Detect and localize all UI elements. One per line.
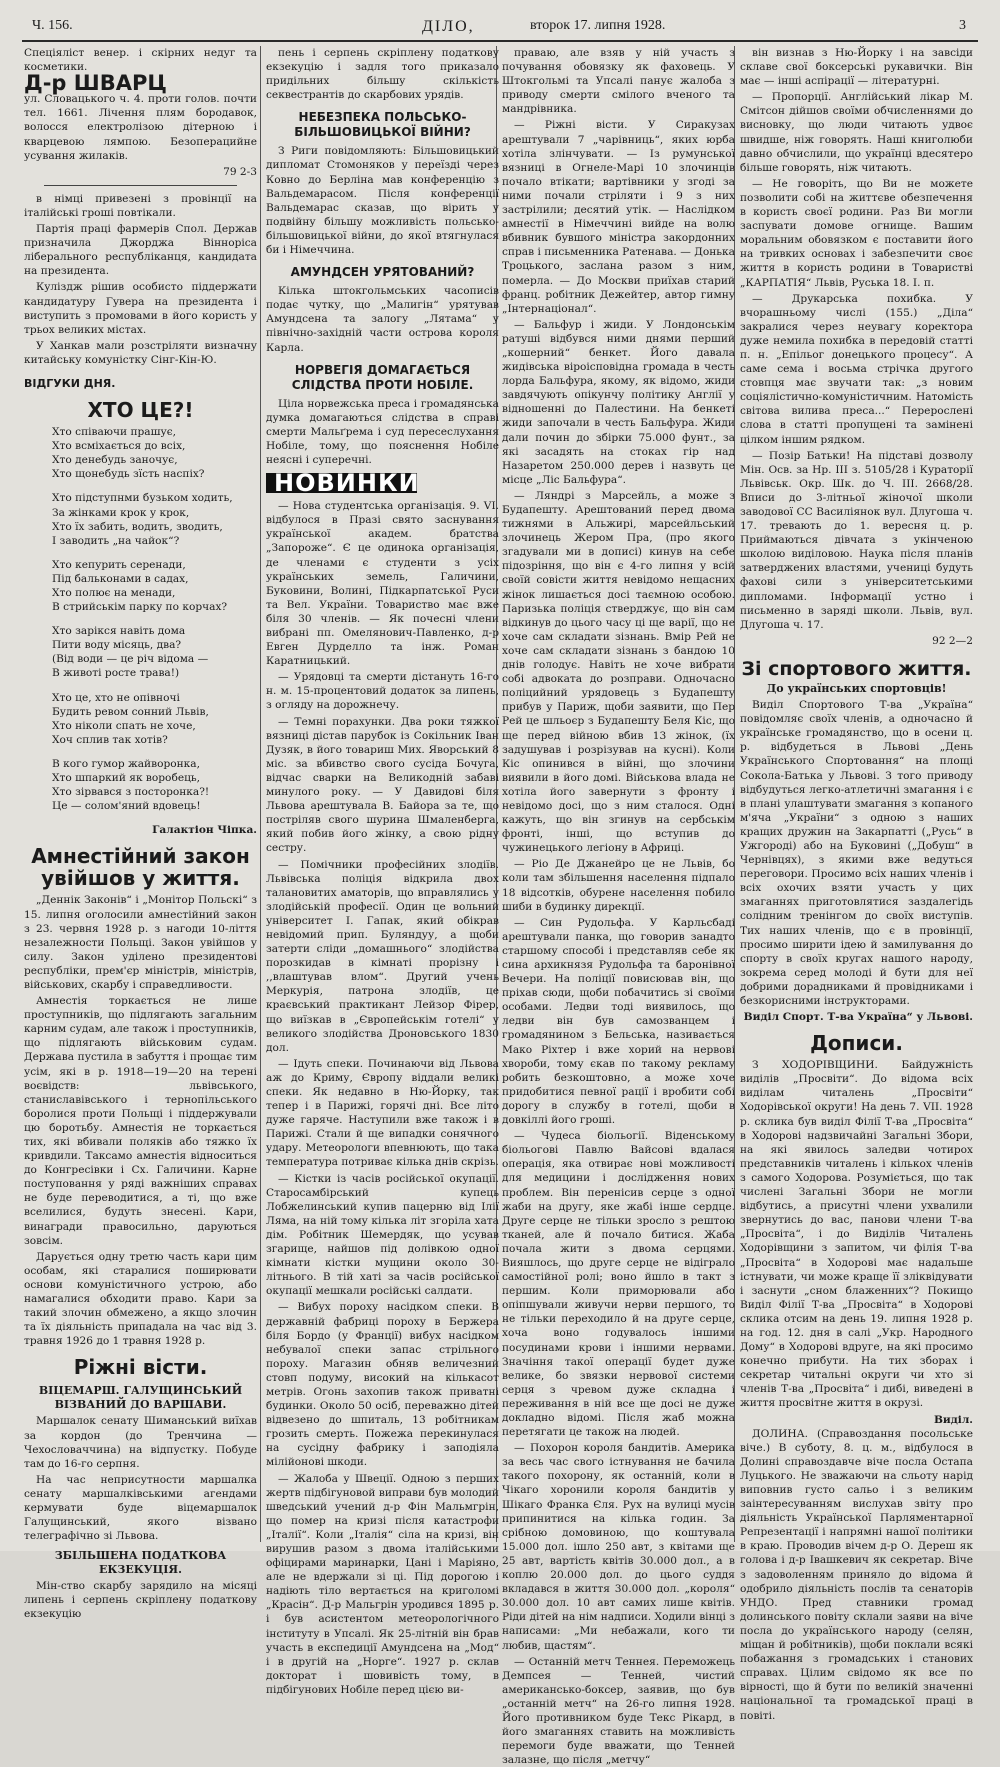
poem-line: Хто їх забить, водить, зводить, bbox=[52, 520, 223, 533]
stanza bbox=[52, 491, 257, 547]
newspaper-title: ДІЛО, bbox=[422, 18, 475, 35]
issue-date: второк 17. липня 1928. bbox=[530, 18, 666, 33]
news-paragraph: Куліздж рішив особисто піддержати кандидатуру Гувера на президента і виступить з промовами в його користь у трьох великих містах. bbox=[24, 281, 257, 336]
poem-line: Хто зірвався з посторонка?! bbox=[52, 786, 210, 799]
news-item: — Ріо Де Джанейро це не Львів, бо коли там збільшення населення підпало 18 відсотків, обурене населення побило шиби в будинку дирекції. bbox=[502, 858, 735, 913]
poem-line: Хто кепурить серенади, bbox=[52, 558, 186, 571]
section-news-banner: НОВИНКИ bbox=[266, 473, 417, 493]
poem-line: Хто шпаркий як воробець, bbox=[52, 772, 201, 785]
headline-amnesty: Амнестійний закон увійшов у життя. bbox=[31, 844, 250, 891]
news-item: — Ріжні вісти. У Сиракузах арештували 7 „чарівниць“, яких юрба хотіла злінчувати. — Із румунської вязниці в Огнеле-Марі 10 злочинців почало втікати; вартівники у згоді за ними почали стріляти і 9 з них застрілили; десятий утік. — Наслідком амнестії в Німеччині вийде на волю вбивник бувшого міністра закордонних справ і письменника Ратенава. — Донька Троцького, заслана разом з ним, померла. — До Москви приїхав старий франц. робітник Дежейтер, автор гимну „Інтернаціонал“. bbox=[502, 119, 735, 315]
poem-line: В животі росте трава!) bbox=[52, 667, 180, 680]
news-paragraph: Партія праці фармерів Спол. Держав призначила Джорджа Вінноріса ліберального республіканця, кандидата на президента. bbox=[24, 223, 257, 278]
poem-line: В кого гумор жайворонка, bbox=[52, 757, 200, 770]
poem-line: Хто ніколи спать не хоче, bbox=[52, 719, 196, 732]
stanza bbox=[52, 558, 257, 614]
poem-line: Під бальконами в садах, bbox=[52, 572, 189, 585]
news-item: — Бальфур і жиди. У Лондонськім ратуші відбувся ними днями перший „кошерний“ бенкет. Його давала жидівська віроісповідна громада в честь лорда Бальфура, якому, як відомо, жиди завдячують опікунчу політику Англії у відношенні до Палестини. На бенкеті жиди започали в честь Бальфура. Жиди дали почин до збірки 75.000 фунт., за які засадять на стоках гір над Назаретом 250.000 дерев і назвуть це місце „Ліс Бальфура“. bbox=[502, 318, 735, 486]
column-2 bbox=[266, 46, 499, 1696]
poem-line: І заводить „на чайок“? bbox=[52, 534, 180, 547]
news-paragraph: праваю, але взяв у ній участь з почування обовязку як фаховець. У Штокгольмі та Упсалі панує жалоба з приводу смерти смілого вченого та мандрівника. bbox=[502, 47, 735, 116]
news-paragraph: „Деннік Законів“ і „Монітор Польскі“ з 15. липня оголосили амнестійний закон з 23. червня 1928 р. з нагоди 10-ліття незалежности Польщі. Закон увійшов у силу. Закон уділено президентові республіки, прем'єр міністрів, міністрів, військових, скарбу і справедливости. bbox=[24, 894, 257, 991]
poem-line: Будить ревом сонний Львів, bbox=[52, 705, 209, 718]
headline-amundsen: АМУНДСЕН УРЯТОВАНИЙ? bbox=[290, 265, 475, 280]
poem-line: Хто це, хто не опівночі bbox=[52, 691, 180, 704]
news-item: — Нова студентська організація. 9. VI. відбулося в Празі свято заснування української академ. братства „Запороже“. Є це одинока організація, де членами є студенти з усіх українських земель, Галичини, Буковини, Волині, Підкарпатської Руси та Вел. України. Товариство має вже біля 30 членів. — Як почесні члени вибрані пп. Омелянович-Павленко, д-р Евген Дурделло та інж. Роман Каратницький. bbox=[266, 500, 499, 668]
subheadline-sport: До українських спортовців! bbox=[766, 682, 947, 696]
news-item: — Кістки із часів російської окупації. Старосамбірський купець Лобжелинський купив пацерню від Ілії Ляма, на ній тому кілька літ згоріла хата дім. Робітник Шемердяк, що усував згарище, найшов під долівкою одної кімнати кістки мущини около 30-літнього. В тій хаті за часів російської окупації мешкали російські салдати. bbox=[266, 1172, 499, 1298]
news-paragraph: пень і серпень скріплену податкову екзекуцію і задля того приказало придільних більшу скількість секвестрантів до скарбових урядів. bbox=[266, 47, 499, 102]
poem-line: Це — солом'яний вдовець! bbox=[52, 800, 201, 813]
news-paragraph: він визнав з Ню-Йорку і на завсіди склаве свої боксерські рукавички. Він має — інші аспірації — літературні. bbox=[740, 47, 973, 88]
news-item: — Урядовці та смерти дістануть 16-го н. м. 15-процентовий додаток за липень, з огляду на дорожнечу. bbox=[266, 671, 499, 712]
divider bbox=[44, 185, 237, 186]
poem-line: Хто денебудь заночує, bbox=[52, 454, 178, 467]
news-item: — Чудеса біольогії. Віденському біольогові Павлю Вайсові вдалася операція, яка отвирає нові можливості для медицини і дослідження нових проблем. Він перенісив серце з одної жаби на другу, яке жабі інше сердце. Друге серце не тільки зросло з рештою тканей, але й почало битися. Жаба почала жити з двома серцями. Вияшлось, що друге серце не відіграло самостійної ролі; воно йшло в такт з першим. Коли приморювали або опіпшували живучи нерви першого, то не тільки переходило й на друге серце, хоча воно годувалось іншими посудинами крови і іншими нервами. Значіння такої операції будет дуже велике, бо звязки нервової системи серця з чревом дуже складна і переживання в ній все ще досі не дуже докладно відомі. Після жаб можна перетягати це також на людей. bbox=[502, 1130, 735, 1439]
advert-code: 92 2—2 bbox=[932, 634, 973, 647]
column-4 bbox=[740, 46, 973, 1722]
news-item: — Друкарська похибка. У вчорашньому числі (155.) „Діла“ закралися через неувагу коректора дуже немила похибка в передовій статті п. н. „Епільог донецького процесу“. А саме сема і восьма стрічка другого стовпця має звучати так: „з новим соціялістично-комуністичним. Натомість світова вилива преса...“ Перерослені слова в статті пропущені та замінені цілком іншим рядком. bbox=[740, 292, 973, 446]
signature: Виділ Спорт. Т-ва Україна“ у Львові. bbox=[743, 1011, 973, 1024]
news-paragraph: Ціла норвежська преса і громадянська думка домагаються слідства в справі смерти Мальґрема і суд пересеслухання Нобіле, тому, що пояснення Нобіле неясні і суперечні. bbox=[266, 397, 499, 466]
news-item: — Ляндрі з Марсейль, а може з Будапешту. Арештований перед двома тижнями в Альжирі, марсейльський злочинець Жером Пра, (про якого згадували ми в дописі) кинув на себе підозріння, що він є 4-го липня у всій своїй совісти життя невідомо нещасних жінок лишається досі таємною особою. Паризька поліція стверджує, що він сам відкинув до цього часу ці ще варії, що не хоче сам складати зізнань. Вмір Рей не хоче сам складати зізнань з бандою 10 днів голодує. Навіть не хоче вибрати собі адвоката до розправи. Одночасно поліцийний урядовець з Будапешту прибув у Париж, щоби заявити, що Пер Рей це шльоєр з Будапешту Беля Кіс, що ще перед війною вбив 13 жінок, (їх задушував і розрізував на кусні). Коли Кіс опинився в війні, що злочини виявили в його домі. Військова влада не хотіла його завернути з фронту і невідомо досі, що з ним сталося. Одні кажуть, що він згинув на сербськім фронті, інші, що вступив до чужинецького легіону в Африці. bbox=[502, 489, 735, 855]
news-item: — Жалоба у Швеції. Одною з перших жертв підбігуновой виправи був молодий шведський учений д-р Фін Мальмгрін, що помер на кризі після катастрофи „Італії“. Коли „Італія“ сіла на кризі, він вирушив разом з двома італійськими офіцирами маринарки, Цані і Маріяно, але не вдержали зі ці. Під дорогою і надіють тіло вертається на криголомі „Красін“. Д-р Мальгрін уродився 1895 р. і був асистентом метеорологічного інституту в Упсалі. Як 25-літній він брав участь в експедиції Амундсена на „Мод“ і в другій на „Норге“. 1927 р. склав докторат і шовивість тому, в підбігунових Нобіле перед цією ви- bbox=[266, 1472, 499, 1696]
news-item: — Темні порахунки. Два роки тяжкої вязниці дістав парубок із Сокільник Іван Дузяк, в його товариш Мих. Яворський 8 міс. за вбивство свого сусіда Бочуга, відчас сварки на Великодній забаві минулого року. — У Давидові біля Львова арештувала В. Байора за те, що постріляв свого шурина Шмаленберга, який побив його жінку, а свою рідну сестру. bbox=[266, 715, 499, 855]
news-paragraph: Кілька штокгольмських часописів подає чутку, що „Малигін“ урятував Амундсена та залогу „Лятама“ у північно-західній части острова короля Карла. bbox=[266, 285, 499, 354]
poem-line: Хто всміхається до всіх, bbox=[52, 440, 186, 453]
advert-body: ул. Словацького ч. 4. проти голов. почти тел. 1661. Лічення плям бородавок, волосся електролізою дітерною і кварцевою лямпою. Безоперацийне усування жилаків. bbox=[24, 93, 257, 162]
poem-line: Хто щонебудь зїсть наспіх? bbox=[52, 468, 205, 481]
signature: Виділ. bbox=[933, 1413, 973, 1426]
advert-name: Д-р ШВАРЦ bbox=[24, 71, 167, 96]
news-paragraph: в німці привезені з провінції на італійські гроші повтікали. bbox=[24, 192, 257, 219]
poem-line: Хто підступнми бузьком ходить, bbox=[52, 492, 233, 505]
news-item: — Син Рудольфа. У Карльсбаді арештували панка, що говорив занадто старшому способі і представляв себе як сина архикнязя Рудольфа та баронівної Вечери. На поліції повисював він, що пріхав сюди, щоби побачитись зі своїми особами. Ледви тоді виявилось, що ледви він був самозванцем і громадянином з Бельська, називається Мако Ріхтер і вже хорий на нервові хвороби, тому єкав по такому рекламу робить безкоштовно, а може хоче придобитися певної рації і вробити собі дорогу в службу в готелі, щоби в довкіллі його гроші. bbox=[502, 916, 735, 1127]
news-item: — Помічники професійних злодіїв. Львівська поліція відкрила двох талановитих аматорів, що вправлялись у злодійській професії. Один це вольний університет І. Гапак, який обікрав невідомий прип. Буляндуу, а щоби затерти сліди „домашнього“ злодійства порозкидав в кімнаті прорізну і ,,влаштував влом“. Другий учень Меркурія, патрона злодіїв, це краєвський практикант Лейзор Фірер, що виїзкав в „Європейськім готелі“ у великого злодійства Дроновського 1830 дол. bbox=[266, 858, 499, 1054]
column-divider bbox=[260, 46, 261, 1542]
headline-various-news: Ріжні вісти. bbox=[73, 1355, 208, 1380]
news-item: — Пропорції. Англійський лікар М. Смітсон дійшов своїми обчисленнями до висновку, що люди читають удвоє швидше, ніж говорять. Наші книголюби давно обчислили, що українці вдесятеро більше говорять, ніж читають. bbox=[740, 91, 973, 174]
issue-number: Ч. 156. bbox=[32, 18, 73, 33]
column-3 bbox=[502, 46, 735, 1767]
news-paragraph: У Ханкав мали розстріляти визначну китайську комуністку Сінг-Кін-Ю. bbox=[24, 339, 257, 366]
poem bbox=[24, 425, 257, 813]
news-paragraph: Амнестія торкається не лише проступників, що підлягають загальним карним судам, але також і проступників, що підлягають військовим судам. Держава пустила в забуття і прощає тим усім, які в р. 1918—19—20 на терені воєвідств: львівського, станиславівського і тернопільського боролися проти Польщі і піддержували цю боротьбу. Амнестія не торкається тих, які вбивали поляків або тяжко їх кривдили. Таксамо амнестія відноситься до Конгресівки і Сх. Галичини. Карне поступовання у ряді важніших справах не буде переводитися, а ті, що вже вселилися, будуть знесені. Кари, винагради правосильно, даруються зовсім. bbox=[24, 995, 257, 1247]
news-item: — Вибух пороху насідком спеки. В державній фабриці пороху в Бержера біля Бордо (у Франції) вибух насідком небувалої спеки запас стрільного пороху. Магазин обняв величезний стовп подуму, високий на кількасот метрів. Огонь захопив також приватні будинки. Около 50 осіб, переважно дітей відвезено до шпиталь, 13 робітникам грозить смерть. Пожежа перекинулася на сусідну фабрику і заподіяла мілійонові шкоди. bbox=[266, 1301, 499, 1469]
page-number: 3 bbox=[959, 18, 966, 33]
stanza bbox=[52, 425, 257, 481]
headline-sport: Зі спортового життя. bbox=[741, 657, 972, 680]
news-item: З ХОДОРІВЩИНИ. Байдужність виділів „Просвіти“. До відома всіх виділам читалень „Просвіти“ Ходорівської округи! На день 7. VII. 1928 р. склика був виділ Філії Т-ва „Просвіта“ в Ходорові надзвичайні Загальні Збори, на які явилось заледви чотирох представників читалень і кількох членів з самого Ходорова. Розуміється, що так числені Загальні Збори не могли відбутись, а присутні члени ухвалили звернутись до вас, панови члени Т-ва „Просвіта“, і до Виділів Читалень Ходорівщини з запитом, чи філія Т-ва „Просвіта“ в Ходорові має надальше істнувати, чи може краще її зліквідувати і заснути „сном блаженних“? Покищо Виділ Філії Т-ва „Просвіта“ в Ходорові склика отсим на день 19. липня 1928 р. на год. 12. дня в салі „Укр. Народного Дому“ в Ходорові вдруге, на які просимо конечно прибути. На тих зборах і секретар читальні округи чи хто зі членів Т-ва „Просвіта“ і дибі, виведені в життя просвітне життя в окрузі. bbox=[740, 1059, 973, 1410]
news-paragraph: Дарується одну третю часть кари цим особам, які старалися поширювати основи комуністичного устрою, або намагалися обходити право. Кари за такий злочин обмежено, а якщо злочин та їх діяльність припадала на час від 3. травня 1926 до 1 травня 1928 р. bbox=[24, 1250, 257, 1348]
headline-war-danger: НЕБЕЗПЕКА ПОЛЬСЬКО-БІЛЬШОВИЦЬКОЇ ВІЙНИ? bbox=[294, 110, 471, 140]
news-item: — Не говоріть, що Ви не можете позволити собі на життєве обезпечення в користь своєї родини. Раз Ви могли заспувати домове огнище. Вашим моральним обовязком є поставити його на тривких основах і забезпечити своє життя в користь родини в Товаристві „КАРПАТІЯ“ Львів, Руська 18. І. п. bbox=[740, 177, 973, 289]
headline-correspondence: Дописи. bbox=[810, 1031, 903, 1056]
news-paragraph: На час неприсутности маршалка сенату маршалківськими агендами кермувати буде віцемаршалок Галущинський, якого візвано телеграфічно зі Львова. bbox=[24, 1473, 257, 1543]
rubric-label: ВІДГУКИ ДНЯ. bbox=[24, 376, 116, 390]
subheadline-tax: ЗБІЛЬШЕНА ПОДАТКОВА ЕКЗЕКУЦІЯ. bbox=[54, 1549, 227, 1577]
poem-line: Хто зарікся навіть дома bbox=[52, 625, 186, 638]
news-item: ДОЛИНА. (Справоздання посольське віче.) В суботу, 8. ц. м., відбулося в Долині справоздавче віче посла Остапа Луцького. Не зважаючи на сльоту нарід виповнив густо сальо і з великим заінтересуванням вислухав звіту про діяльність Української Парляментарної Репрезентації і напрямні нашої політики в краю. Проводив вічем д-р О. Дереш як голова і д-р Івашкевич як секретар. Віче з задоволенням приняло до відома й одобрило діяльність послів та сенаторів УНДО. Пред ставники громад долинського повіту склали заяви на віче посла до українського народу (селян, міщан й робітників), щоби поклали всякі побажання з громадських і станових справах. Цілим свідомо як все по вірності, що й бути по великій значенні національної та громадської праці в повіті. bbox=[740, 1427, 973, 1722]
advert-intro: Спеціяліст венер. і скірних недуг та косметики. bbox=[24, 47, 257, 74]
news-item: — Позір Батьки! На підставі дозволу Мін. Осв. за Нр. ІІІ з. 5105/28 і Кураторії Львівськ. Окр. Шк. до Ч. ІІІ. 2668/28. Вписи до 3-літньої жіночої школи заводової СС Василіянок вул. Длугоша ч. 17. тревають до 1. вересня ц. р. Приймаються дівчата з укінченою школою виділовою. Наука після планів затверджених властями, учениці будуть фахові сили з університетськими дипломами. Інформації устно і письменно в заряді школи. Львів, вул. Длугоша ч. 17. bbox=[740, 449, 973, 631]
stanza bbox=[52, 757, 257, 813]
poem-line: За жінками крок у крок, bbox=[52, 506, 190, 519]
headline-norway: НОРВЕГІЯ ДОМАГАЄТЬСЯ СЛІДСТВА ПРОТИ НОБІЛЕ. bbox=[291, 362, 474, 392]
poem-author: Галактіон Чіпка. bbox=[152, 824, 257, 837]
stanza bbox=[52, 691, 257, 747]
poem-line: Пити воду місяць, два? bbox=[52, 639, 182, 652]
masthead bbox=[22, 14, 978, 42]
poem-line: В стрийськім парку по корчах? bbox=[52, 601, 228, 614]
doctor-advert bbox=[24, 46, 257, 179]
subheadline-marshal: ВІЦЕМАРШ. ГАЛУЩИНСЬКИЙ ВІЗВАНИЙ ДО ВАРШАВИ. bbox=[38, 1384, 243, 1412]
poem-line: Хто полює на менади, bbox=[52, 587, 176, 599]
poem-title: ХТО ЦЕ?! bbox=[87, 398, 194, 423]
poem-line: Хоч сплив так хотів? bbox=[52, 733, 168, 746]
news-paragraph: Маршалок сенату Шиманський виїхав за кордон (до Тренчина — Чехословаччина) на відпустку. Побуде там до 16-го серпня. bbox=[24, 1415, 257, 1470]
poem-line: Хто співаючи прашує, bbox=[52, 426, 177, 439]
news-paragraph: Виділ Спортового Т-ва „Україна“ повідомляє своїх членів, а одночасно й українське громадянство, що в осени ц. р. відбудеться в Львові „День Українського Спортовання“ на площі Сокола-Батька у Львові. З того приводу відбудуться легко-атлетичні змагання і є в плані улаштувати змагання з копаного м'яча „України“ з одною з наших кращих дружин на Закарпатті („Русь“ в Ужгороді) або на Буковині („Добуш“ в Чернівцях), з якими вже ведуться переговори. Просимо всіх наших членів і всіх охочих взяти участь у цих змаганнях приготовлятися заздалегідь солідним тренінгом до своїх виступів. Тих наших членів, що є в провінції, просимо ширити ідею й замилування до спорту в своїх кругах нашого народу, зокрема серед молоді й бути для неї добрими дорадниками й провідниками і безкорисними інструкторами. bbox=[740, 699, 973, 1007]
stanza bbox=[52, 624, 257, 680]
news-item: — Останній метч Теннея. Переможець Демпсея — Тенней, чистий американсько-боксеp, заявив, що був „останній метч“ на 26-го липня 1928. Його противником буде Текс Рікард, в його змаганнях ставить на можливість перемоги буде вважати, що Тенней залазне, що після „метчу“ bbox=[502, 1655, 735, 1767]
news-paragraph: З Риги повідомляють: Більшовицький дипломат Стомоняков у переїзді через Ковно до Берліна мав конференцію з Вальдемарасом. Після конференції Вальдемарас сказав, що вірить у подвійну більшу можливість польсько-більшовицької війни, до якої втягнулася би і Німеччина. bbox=[266, 145, 499, 257]
news-paragraph: Мін-ство скарбу зарядило на місяці липень і серпень скріплену податкову екзекуцію bbox=[24, 1580, 257, 1621]
news-item: — Похорон короля бандитів. Америка за весь час свого істнування не бачила такого похорону, як останній, коли в Чікаго хоронили короля бандитів у Шікаго Франка Єля. Рух на вулиці мусів припинитися на кілька годин. За срібною домовиною, що коштувала 15.000 дол. ішло 250 авт, з квітами ще 25 авт, вартість квітів 30.000 дол., а в коплю 20.000 дол. до цього суддя вкладався в життя 30.000 дол. „короля“ 30.000 дол. 10 авт самих лише квітів. Ріди дітей на нім надписи. Ходили вінці з написами: „Ми небажали, кого ти любив, щастям“. bbox=[502, 1442, 735, 1652]
poem-line: (Від води — це річ відома — bbox=[52, 653, 209, 666]
advert-code: 79 2-3 bbox=[223, 165, 257, 178]
column-1 bbox=[24, 46, 257, 1621]
news-item: — Ідуть спеки. Починаючи від Львова аж до Криму, Європу віддали великі спеки. Як недавно в Ню-Йорку, так тепер і в Парижі, горячі дні. Все літо дуже гаряче. Наступили вже також і в Парижі. Стали й ще випадки сонячного удару. Метеорологи впевнюють, що така температура потриває кілька днів скрізь. bbox=[266, 1057, 499, 1169]
